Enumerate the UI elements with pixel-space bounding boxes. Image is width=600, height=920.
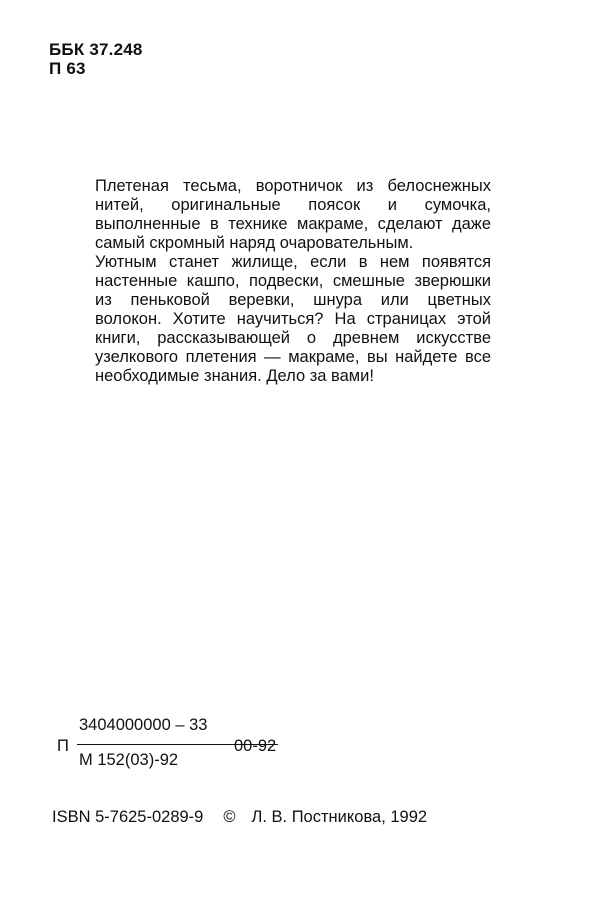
publication-code-denominator: М 152(03)-92 xyxy=(79,751,179,769)
publication-code xyxy=(57,716,337,776)
book-annotation xyxy=(95,177,491,386)
bbk-classification xyxy=(49,40,143,78)
isbn: ISBN 5-7625-0289-9 xyxy=(52,808,204,826)
publication-code-letter: П xyxy=(57,737,69,755)
copyright-symbol: © xyxy=(223,808,236,826)
author-mark: П 63 xyxy=(49,59,86,78)
bbk-code: ББК 37.248 xyxy=(49,40,143,59)
annotation-paragraph: Уютным станет жилище, если в нем появятся настенные кашпо, подвески, смешные зверюшки из пеньковой веревки, шнура или цветных волокон. Хотите научиться? На страницах этой книги, рассказывающей о древнем искусстве узелкового плетения — макраме, вы найдете все необходимые знания. Дело за вами! xyxy=(95,253,491,385)
publication-code-numerator: 3404000000 – 33 xyxy=(79,716,208,734)
publication-code-suffix: 00-92 xyxy=(234,737,277,755)
copyright-line xyxy=(52,808,512,827)
annotation-paragraph: Плетеная тесьма, воротничок из белоснежных нитей, оригинальные поясок и сумочка, выполненные в технике макраме, сделают даже самый скромный наряд очаровательным. xyxy=(95,177,491,252)
copyright-holder: Л. В. Постникова, 1992 xyxy=(251,808,428,826)
